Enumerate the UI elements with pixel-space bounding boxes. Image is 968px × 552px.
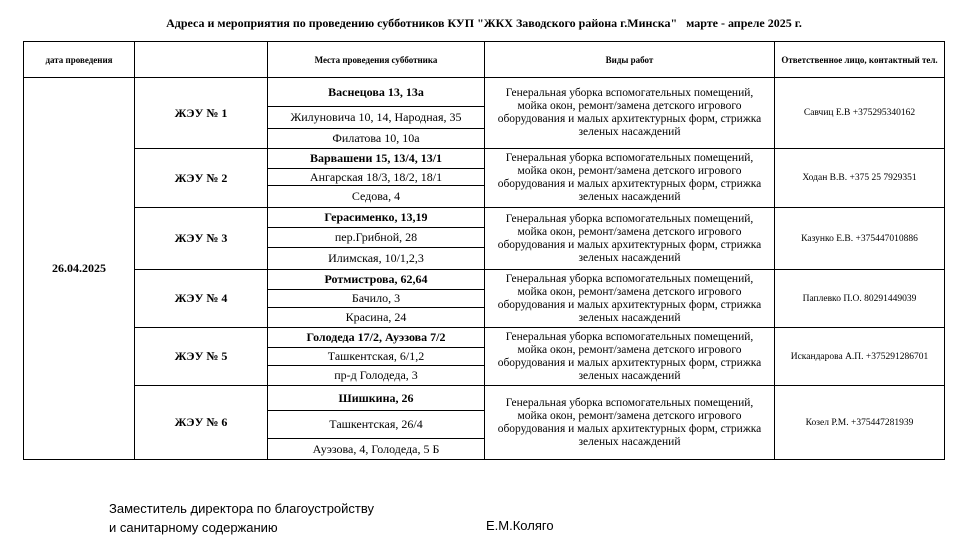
signature-line1: Заместитель директора по благоустройству	[109, 501, 374, 516]
signature-position	[109, 499, 374, 537]
table-row	[24, 149, 945, 169]
zheu-name: ЖЭУ № 3	[135, 208, 268, 270]
work-description: Генеральная уборка вспомогательных помещений, мойка окон, ремонт/замена детского игрового оборудования и малых архитектурных форм, стрижка зеленых насаждений	[485, 386, 775, 460]
place: Ташкентская, 26/4	[268, 411, 485, 439]
place-main: Васнецова 13, 13а	[268, 78, 485, 107]
responsible-contact: Савчиц Е.В +375295340162	[775, 78, 945, 149]
responsible-contact: Козел Р.М. +375447281939	[775, 386, 945, 460]
table-row	[24, 270, 945, 290]
work-description: Генеральная уборка вспомогательных помещений, мойка окон, ремонт/замена детского игрового оборудования и малых архитектурных форм, стрижка зеленых насаждений	[485, 208, 775, 270]
responsible-contact: Паплевко П.О. 80291449039	[775, 270, 945, 328]
place: Илимская, 10/1,2,3	[268, 248, 485, 270]
zheu-name: ЖЭУ № 1	[135, 78, 268, 149]
place-main: Голодеда 17/2, Ауэзова 7/2	[268, 328, 485, 348]
place: Бачило, 3	[268, 290, 485, 308]
responsible-contact: Казунко Е.В. +375447010886	[775, 208, 945, 270]
document-title: Адреса и мероприятия по проведению субботников КУП "ЖКХ Заводского района г.Минска" марте - апреле 2025 г.	[166, 16, 802, 30]
header-date: дата проведения	[24, 42, 135, 78]
responsible-contact: Искандарова А.П. +375291286701	[775, 328, 945, 386]
place: Ауэзова, 4, Голодеда, 5 Б	[268, 439, 485, 460]
table-row	[24, 78, 945, 107]
table-header-row	[24, 42, 945, 78]
place-main: Шишкина, 26	[268, 386, 485, 411]
subbotnik-table	[23, 41, 945, 460]
table-row	[24, 208, 945, 228]
responsible-contact: Ходан В.В. +375 25 7929351	[775, 149, 945, 208]
table-row	[24, 386, 945, 411]
zheu-name: ЖЭУ № 2	[135, 149, 268, 208]
place: пр-д Голодеда, 3	[268, 366, 485, 386]
place: Ангарская 18/3, 18/2, 18/1	[268, 169, 485, 186]
work-description: Генеральная уборка вспомогательных помещений, мойка окон, ремонт/замена детского игрового оборудования и малых архитектурных форм, стрижка зеленых насаждений	[485, 149, 775, 208]
work-description: Генеральная уборка вспомогательных помещений, мойка окон, ремонт/замена детского игрового оборудования и малых архитектурных форм, стрижка зеленых насаждений	[485, 78, 775, 149]
place-main: Герасименко, 13,19	[268, 208, 485, 228]
zheu-name: ЖЭУ № 6	[135, 386, 268, 460]
work-description: Генеральная уборка вспомогательных помещений, мойка окон, ремонт/замена детского игрового оборудования и малых архитектурных форм, стрижка зеленых насаждений	[485, 270, 775, 328]
place: Жилуновича 10, 14, Народная, 35	[268, 107, 485, 129]
header-works: Виды работ	[485, 42, 775, 78]
place: Ташкентская, 6/1,2	[268, 348, 485, 366]
place: пер.Грибной, 28	[268, 228, 485, 248]
header-zheu	[135, 42, 268, 78]
table-row	[24, 328, 945, 348]
place: Филатова 10, 10а	[268, 129, 485, 149]
place: Красина, 24	[268, 308, 485, 328]
place-main: Ротмистрова, 62,64	[268, 270, 485, 290]
signature-line2: и санитарному содержанию	[109, 520, 278, 535]
place-main: Варвашени 15, 13/4, 13/1	[268, 149, 485, 169]
signature-name: Е.М.Коляго	[486, 518, 554, 533]
event-date: 26.04.2025	[24, 78, 135, 460]
header-places: Места проведения субботника	[268, 42, 485, 78]
work-description: Генеральная уборка вспомогательных помещений, мойка окон, ремонт/замена детского игрового оборудования и малых архитектурных форм, стрижка зеленых насаждений	[485, 328, 775, 386]
zheu-name: ЖЭУ № 5	[135, 328, 268, 386]
place: Седова, 4	[268, 186, 485, 208]
zheu-name: ЖЭУ № 4	[135, 270, 268, 328]
header-responsible: Ответственное лицо, контактный тел.	[775, 42, 945, 78]
